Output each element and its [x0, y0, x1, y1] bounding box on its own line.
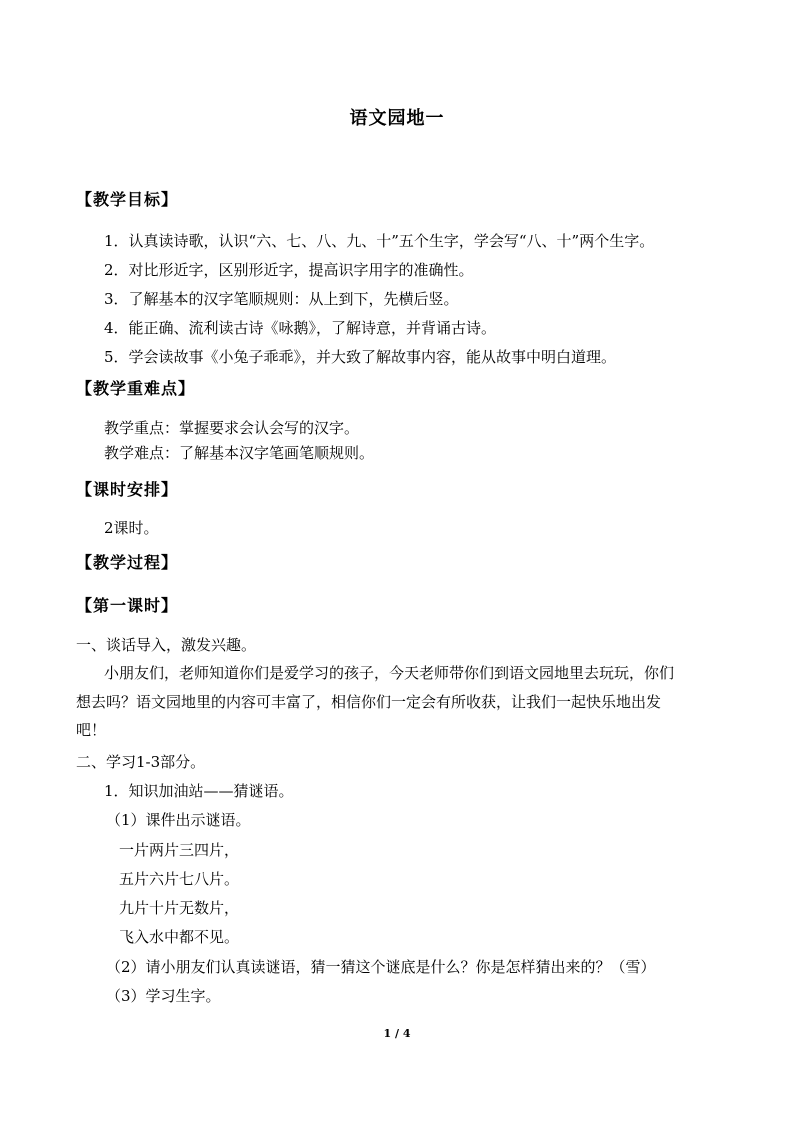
goal-item: 4．能正确、流利读古诗《咏鹅》，了解诗意，并背诵古诗。	[104, 319, 497, 337]
key-points-heading: 【教学重难点】	[76, 379, 196, 398]
paragraph-line: 吧！	[76, 721, 107, 739]
riddle-line: 飞入水中都不见。	[119, 928, 240, 946]
part-two-title: 二、学习1-3部分。	[76, 753, 206, 771]
goal-item: 5．学会读故事《小兔子乖乖》，并大致了解故事内容，能从故事中明白道理。	[104, 348, 617, 366]
goal-item: 2．对比形近字，区别形近字，提高识字用字的准确性。	[104, 261, 474, 279]
riddle-line: 九片十片无数片，	[119, 899, 240, 917]
paragraph-line: 小朋友们，老师知道你们是爱学习的孩子，今天老师带你们到语文园地里去玩玩，你们	[104, 664, 675, 682]
schedule-text: 2课时。	[104, 519, 159, 537]
riddle-line: 一片两片三四片，	[119, 841, 240, 859]
riddle-line: 五片六片七八片。	[119, 870, 240, 888]
part-one-title: 一、谈话导入，激发兴趣。	[76, 636, 257, 654]
paragraph-line: 想去吗？语文园地里的内容可丰富了，相信你们一定会有所收获，让我们一起快乐地出发	[76, 693, 662, 711]
list-item: （2）请小朋友们认真读谜语，猜一猜这个谜底是什么？你是怎样猜出来的？（雪）	[106, 958, 656, 976]
list-item: （1）课件出示谜语。	[106, 811, 251, 829]
page-number: 1 / 4	[383, 1027, 411, 1040]
key-point-item: 教学难点：了解基本汉字笔画笔顺规则。	[104, 444, 375, 462]
key-point-item: 教学重点：掌握要求会认会写的汉字。	[104, 419, 360, 437]
lesson-one-heading: 【第一课时】	[76, 596, 179, 615]
list-item: 1．知识加油站——猜谜语。	[104, 782, 294, 800]
goal-item: 3．了解基本的汉字笔顺规则：从上到下，先横后竖。	[104, 290, 459, 308]
list-item: （3）学习生字。	[106, 987, 221, 1005]
process-heading: 【教学过程】	[76, 553, 179, 572]
page-title: 语文园地一	[349, 108, 445, 129]
schedule-heading: 【课时安排】	[76, 480, 179, 499]
goal-item: 1．认真读诗歌，认识“六、七、八、九、十”五个生字，学会写“八、十”两个生字。	[104, 232, 655, 250]
goals-heading: 【教学目标】	[76, 190, 179, 209]
